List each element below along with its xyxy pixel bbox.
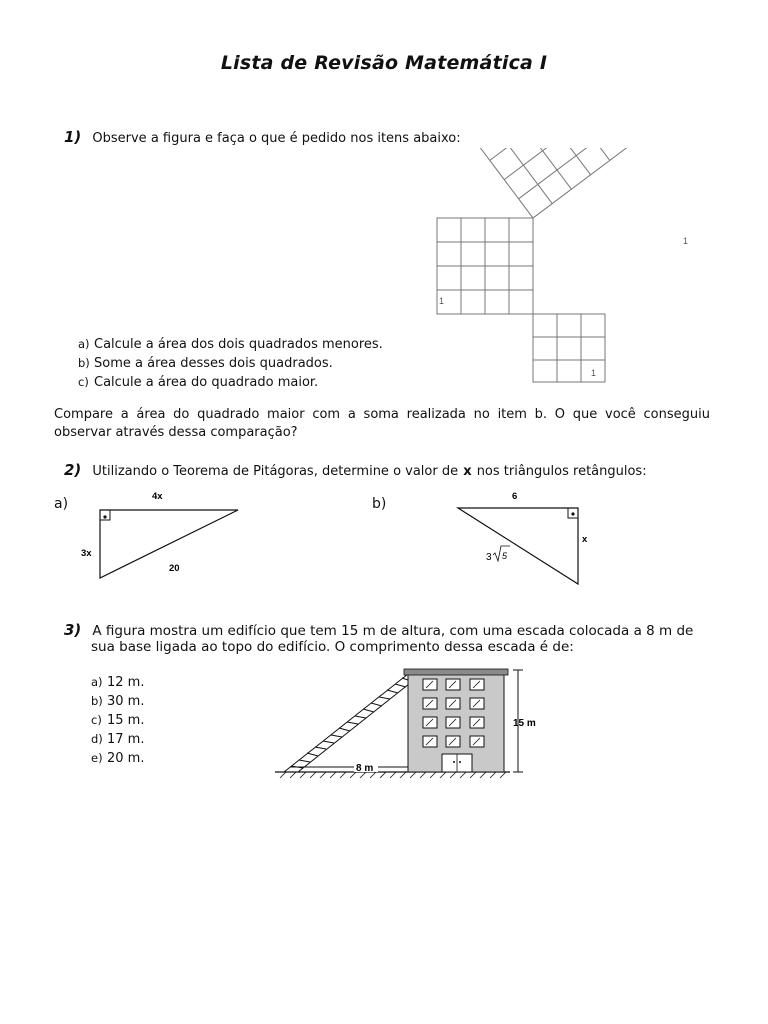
question-number: 2): [64, 461, 82, 479]
q1-items: [78, 335, 383, 392]
compare-paragraph-line1: Compare a área do quadrado maior com a soma realizada no item b. O que você conseguiu: [54, 407, 710, 422]
q3-options: [91, 673, 144, 768]
hypotenuse-label: 20: [169, 563, 180, 574]
base-label: 8 m: [356, 763, 374, 774]
question-3: 3) A figura mostra um edifício que tem 15 m de altura, com uma escada colocada a 8 m de: [64, 621, 694, 639]
variable-x: x: [463, 464, 472, 479]
pythagoras-squares-figure: [425, 148, 710, 386]
list-item: b) Some a área desses dois quadrados.: [78, 356, 333, 371]
side-left-label: 3x: [81, 548, 92, 559]
triangle-a: [78, 486, 248, 586]
building-ladder-figure: [270, 664, 560, 784]
question-number: 3): [64, 621, 82, 639]
compare-paragraph-line2: observar através dessa comparação?: [54, 425, 298, 440]
triangle-a-label: a): [54, 496, 69, 512]
triangle-b-label: b): [372, 496, 387, 512]
ladder: [284, 674, 414, 772]
question-number: 1): [64, 128, 82, 146]
triangle-b: [448, 486, 598, 586]
list-item: a) 12 m.: [91, 675, 145, 690]
building-roof: [404, 669, 508, 675]
list-item: a) Calcule a área dos dois quadrados menores.: [78, 337, 383, 352]
ground-hatch: [280, 772, 506, 778]
page-title: Lista de Revisão Matemática I: [220, 52, 548, 74]
question-3-line2: sua base ligada ao topo do edifício. O comprimento dessa escada é de:: [91, 639, 574, 655]
question-1: [64, 127, 461, 148]
list-item: c) Calcule a área do quadrado maior.: [78, 375, 319, 390]
list-item: e) 20 m.: [91, 751, 145, 766]
list-item: b) 30 m.: [91, 694, 145, 709]
list-item: c) 15 m.: [91, 713, 145, 728]
side-right-label: x: [582, 534, 588, 545]
square-large-5x5: [461, 148, 629, 218]
list-item: d) 17 m.: [91, 732, 145, 747]
unit-mark-bottom: 1: [591, 368, 597, 378]
side-top-label: 6: [512, 491, 518, 502]
side-top-label: 4x: [152, 491, 163, 502]
hypotenuse-coef: 3: [486, 552, 492, 563]
unit-mark-left: 1: [439, 296, 445, 306]
question-2: 2) Utilizando o Teorema de Pitágoras, determine o valor de x nos triângulos retângulos:: [64, 461, 647, 479]
unit-mark-large: 1: [683, 236, 689, 246]
height-label: 15 m: [513, 718, 536, 729]
hypotenuse-radicand: 5: [502, 551, 508, 561]
question-prompt: Observe a figura e faça o que é pedido nos itens abaixo:: [92, 131, 461, 146]
square-left-4x4: [437, 218, 533, 314]
